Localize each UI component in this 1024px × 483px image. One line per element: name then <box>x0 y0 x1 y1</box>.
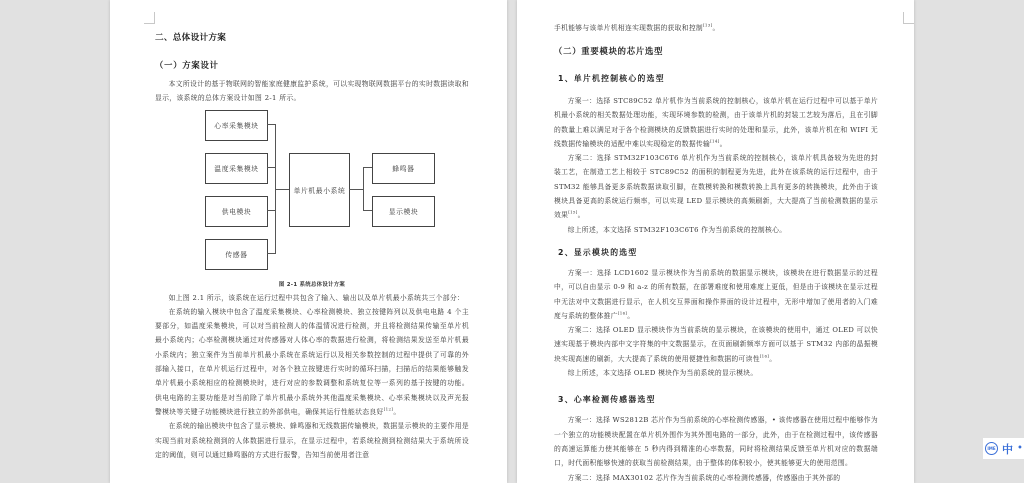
continued-line-text: 手机能够与该单片机相连实现数据的获取和控制 <box>554 24 704 32</box>
diagram-box-heart-rate: 心率采集模块 <box>205 110 268 141</box>
citation: [16] <box>759 353 770 359</box>
paragraph-sensor-option-1: 方案一：选择 WS2812B 芯片作为当前系统的心率检测传感器，• 该传感器在使用过程中能够作为一个独立的功能模块配置在单片机外围作为其外围电路的一部分，此外，由于在检测过程中，该传感器的高速运算能力使其能够在 5 秒内得到精准的心率数据，同时将检测结果反馈至单片机对应的数据端口，时代面积能够快速的获取当前检测结果，由于整体的体积较小，使其能够更大的使用范围。 <box>554 416 878 468</box>
ime-punctuation-icon[interactable]: • <box>1017 443 1023 454</box>
paragraph-mcu-option-1: 方案一：选择 STC89C52 单片机作为当前系统的控制核心，该单片机在运行过程中可以基于单片机最小系统的相关数据处理功能，实现环境参数的检测，由于该单片机的封装工艺较为落后，且在引脚的数量上难以满足对于各个检测模块的反馈数据进行实时的处理和显示，此外，该单片机在和 WIFI 无线数据传输模块的适配中难以实现稳定的数据传输[14]。 <box>554 97 878 148</box>
paragraph-display-option-1: 方案一：选择 LCD1602 显示模块作为当前系统的数据显示模块，该模块在进行数据显示的过程中，可以自由显示 0-9 和 a-z 的所有数据，在部署难度和使用难度上更低，但是由于该模块在显示过程中无法对中文数据进行显示，在人机交互界面和操作界面的设计过程中，无形中增加了使用者的入门难度与系统的整体推广[16]。 <box>554 268 878 320</box>
paragraph-input-module <box>155 305 469 419</box>
text: 方案二：选择 STM32F103C6T6 单片机作为当前系统的控制核心，该单片机具备较为先进的封装工艺，在制造工艺上相较于 STC89C52 的面积的制程更为先进，此外在该系统的运行过程中，由于 STM32 能够具备更多系统数据读取引脚，在数模转换和模数转换上具有更多的转换模块，此外由于该模块具备更高的系统运行频率，可以实现 LED 显示模块的高频刷新，大大提高了当前检测数据的显示效果 <box>554 154 878 220</box>
page-1-content <box>155 22 469 462</box>
document-page-1 <box>110 0 507 483</box>
connector <box>275 189 289 190</box>
citation: [16] <box>617 310 628 316</box>
citation: [13] <box>703 22 713 28</box>
connector <box>267 124 275 125</box>
diagram-box-display: 显示模块 <box>372 196 435 227</box>
heading-display-selection: 2、显示模块的选型 <box>558 247 638 257</box>
ime-toolbar[interactable] <box>983 438 1024 459</box>
citation: [15] <box>568 210 578 216</box>
subsection-title-2: （二）重要模块的芯片选型 <box>554 46 664 56</box>
continued-line <box>554 22 878 35</box>
punctuation: 。 <box>393 407 401 416</box>
paragraph-after-figure: 如上图 2.1 所示，该系统在运行过程中共包含了输入、输出以及单片机最小系统共三个部分： <box>168 293 465 302</box>
paragraph-display-option-2: 方案二：选择 OLED 显示模块作为当前系统的显示模块，在该模块的使用中，通过 OLED 可以快速实现基于模块内部中文字符集的中文数据显示，在页面刷新频率方面可以基于 STM32 内部的晶振模块实现高速的刷新，大大提高了系统的使用便捷性和数据的可读性[16]。 <box>554 326 878 363</box>
crop-mark-top-left <box>144 12 155 24</box>
connector <box>267 253 275 254</box>
connector <box>363 167 364 211</box>
paragraph-mcu-conclusion: 综上所述，本文选择 STM32F103C6T6 作为当前系统的控制核心。 <box>567 225 787 234</box>
diagram-box-buzzer: 蜂鸣器 <box>372 153 435 184</box>
text: 方案一：选择 STC89C52 单片机作为当前系统的控制核心，该单片机在运行过程中可以基于单片机最小系统的相关数据处理功能，实现环境参数的检测，由于该单片机的封装工艺较为落后，且在引脚的数量上难以满足对于各个检测模块的反馈数据进行实时的处理和显示，此外，该单片机在和 WIFI 无线数据传输模块的适配中难以实现稳定的数据传输 <box>554 97 878 148</box>
diagram-box-mcu: 单片机最小系统 <box>289 153 350 227</box>
diagram-box-temperature: 温度采集模块 <box>205 153 268 184</box>
heading-heart-sensor-selection: 3、心率检测传感器选型 <box>558 395 656 405</box>
text: 方案二：选择 OLED 显示模块作为当前系统的显示模块，在该模块的使用中，通过 OLED 可以快速实现基于模块内部中文字符集的中文数据显示，在页面刷新频率方面可以基于 STM32 内部的晶振模块实现高速的刷新，大大提高了系统的使用便捷性和数据的可读性 <box>554 326 878 363</box>
connector <box>363 210 372 211</box>
paragraph-input-text: 在系统的输入模块中包含了温度采集模块、心率检测模块、独立按键阵列以及供电电路 4 个主要部分，如温度采集模块，可以对当前检测人的体温情况进行检测，并且将检测结果传输至单片机最小系统内；心率检测模块通过对传感器对人体心率的数据进行检测，将检测结果发送至单片机最小系统内；独立案件为当前单片机最小系统在系统运行以及相关参数控制的过程中提供了可靠的外部输入接口，在单片机运行过程中，对各个独立按键进行实时的循环扫描，扫描后的结果能够触发单片机最小系统相应的检测模块时，进行对应的参数调整和系统复位等一系列的基于按键的功能。供电电路的主要功能是对当前除了单片机最小系统外其他温度采集模块、心率采集模块以及声光报警模块等关键子功能模块进行独立的外部供电，确保其运行性能状态良好 <box>155 307 469 416</box>
connector <box>267 167 275 168</box>
ime-logo-icon[interactable]: IME <box>985 442 998 455</box>
connector <box>349 189 363 190</box>
diagram-box-power: 供电模块 <box>205 196 268 227</box>
figure-caption: 图 2-1 系统总体设计方案 <box>278 281 346 288</box>
paragraph-display-conclusion: 综上所述，本文选择 OLED 模块作为当前系统的显示模块。 <box>567 369 758 378</box>
connector <box>363 167 372 168</box>
connector <box>267 210 275 211</box>
paragraph-output-module: 在系统的输出模块中包含了显示模块、蜂鸣器和无线数据传输模块，数据显示模块的主要作用是实现当前对系统检测到的人体数据进行显示，在显示过程中，若系统检测到检测结果大于系统所设定的阈值，则可以通过蜂鸣器的方式进行报警，告知当前使用者注意 <box>155 422 469 459</box>
heading-mcu-selection: 1、单片机控制核心的选型 <box>558 74 665 83</box>
section-title: 二、总体设计方案 <box>155 33 227 43</box>
punctuation: 。 <box>712 24 720 32</box>
citation: [14] <box>710 138 720 144</box>
paragraph-mcu-option-2: 方案二：选择 STM32F103C6T6 单片机作为当前系统的控制核心，该单片机具备较为先进的封装工艺，在制造工艺上相较于 STC89C52 的面积的制程更为先进，此外在该系统的运行过程中，由于 STM32 能够具备更多系统数据读取引脚，在数模转换和模数转换上具有更多的转换模块，此外由于该模块具备更高的系统运行频率，可以实现 LED 显示模块的高频刷新，大大提高了当前检测数据的显示效果[15]。 <box>554 154 878 220</box>
citation: [12] <box>383 406 394 412</box>
intro-paragraph: 本文所设计的基于物联网的智能家庭健康监护系统，可以实现物联网数据平台的实时数据读取和显示，该系统的总体方案设计如图 2-1 所示。 <box>155 80 469 103</box>
diagram-box-sensor: 传感器 <box>205 239 268 270</box>
text: 方案一：选择 LCD1602 显示模块作为当前系统的数据显示模块，该模块在进行数据显示的过程中，可以自由显示 0-9 和 a-z 的所有数据，在部署难度和使用难度上更低，但是由于该模块在显示过程中无法对中文数据进行显示，在人机交互界面和操作界面的设计过程中，无形中增加了使用者的入门难度与系统的整体推广 <box>554 268 878 320</box>
paragraph-sensor-option-2: 方案二：选择 MAX30102 芯片作为当前系统的心率检测传感器，传感器由于其外部的 <box>567 473 841 482</box>
subsection-title: （一）方案设计 <box>155 60 219 70</box>
document-page-2 <box>517 0 914 483</box>
ime-mode-toggle[interactable]: 中 <box>1002 442 1013 456</box>
crop-mark-top-right <box>903 12 914 24</box>
system-diagram <box>155 108 469 276</box>
page-2-content <box>554 22 878 483</box>
